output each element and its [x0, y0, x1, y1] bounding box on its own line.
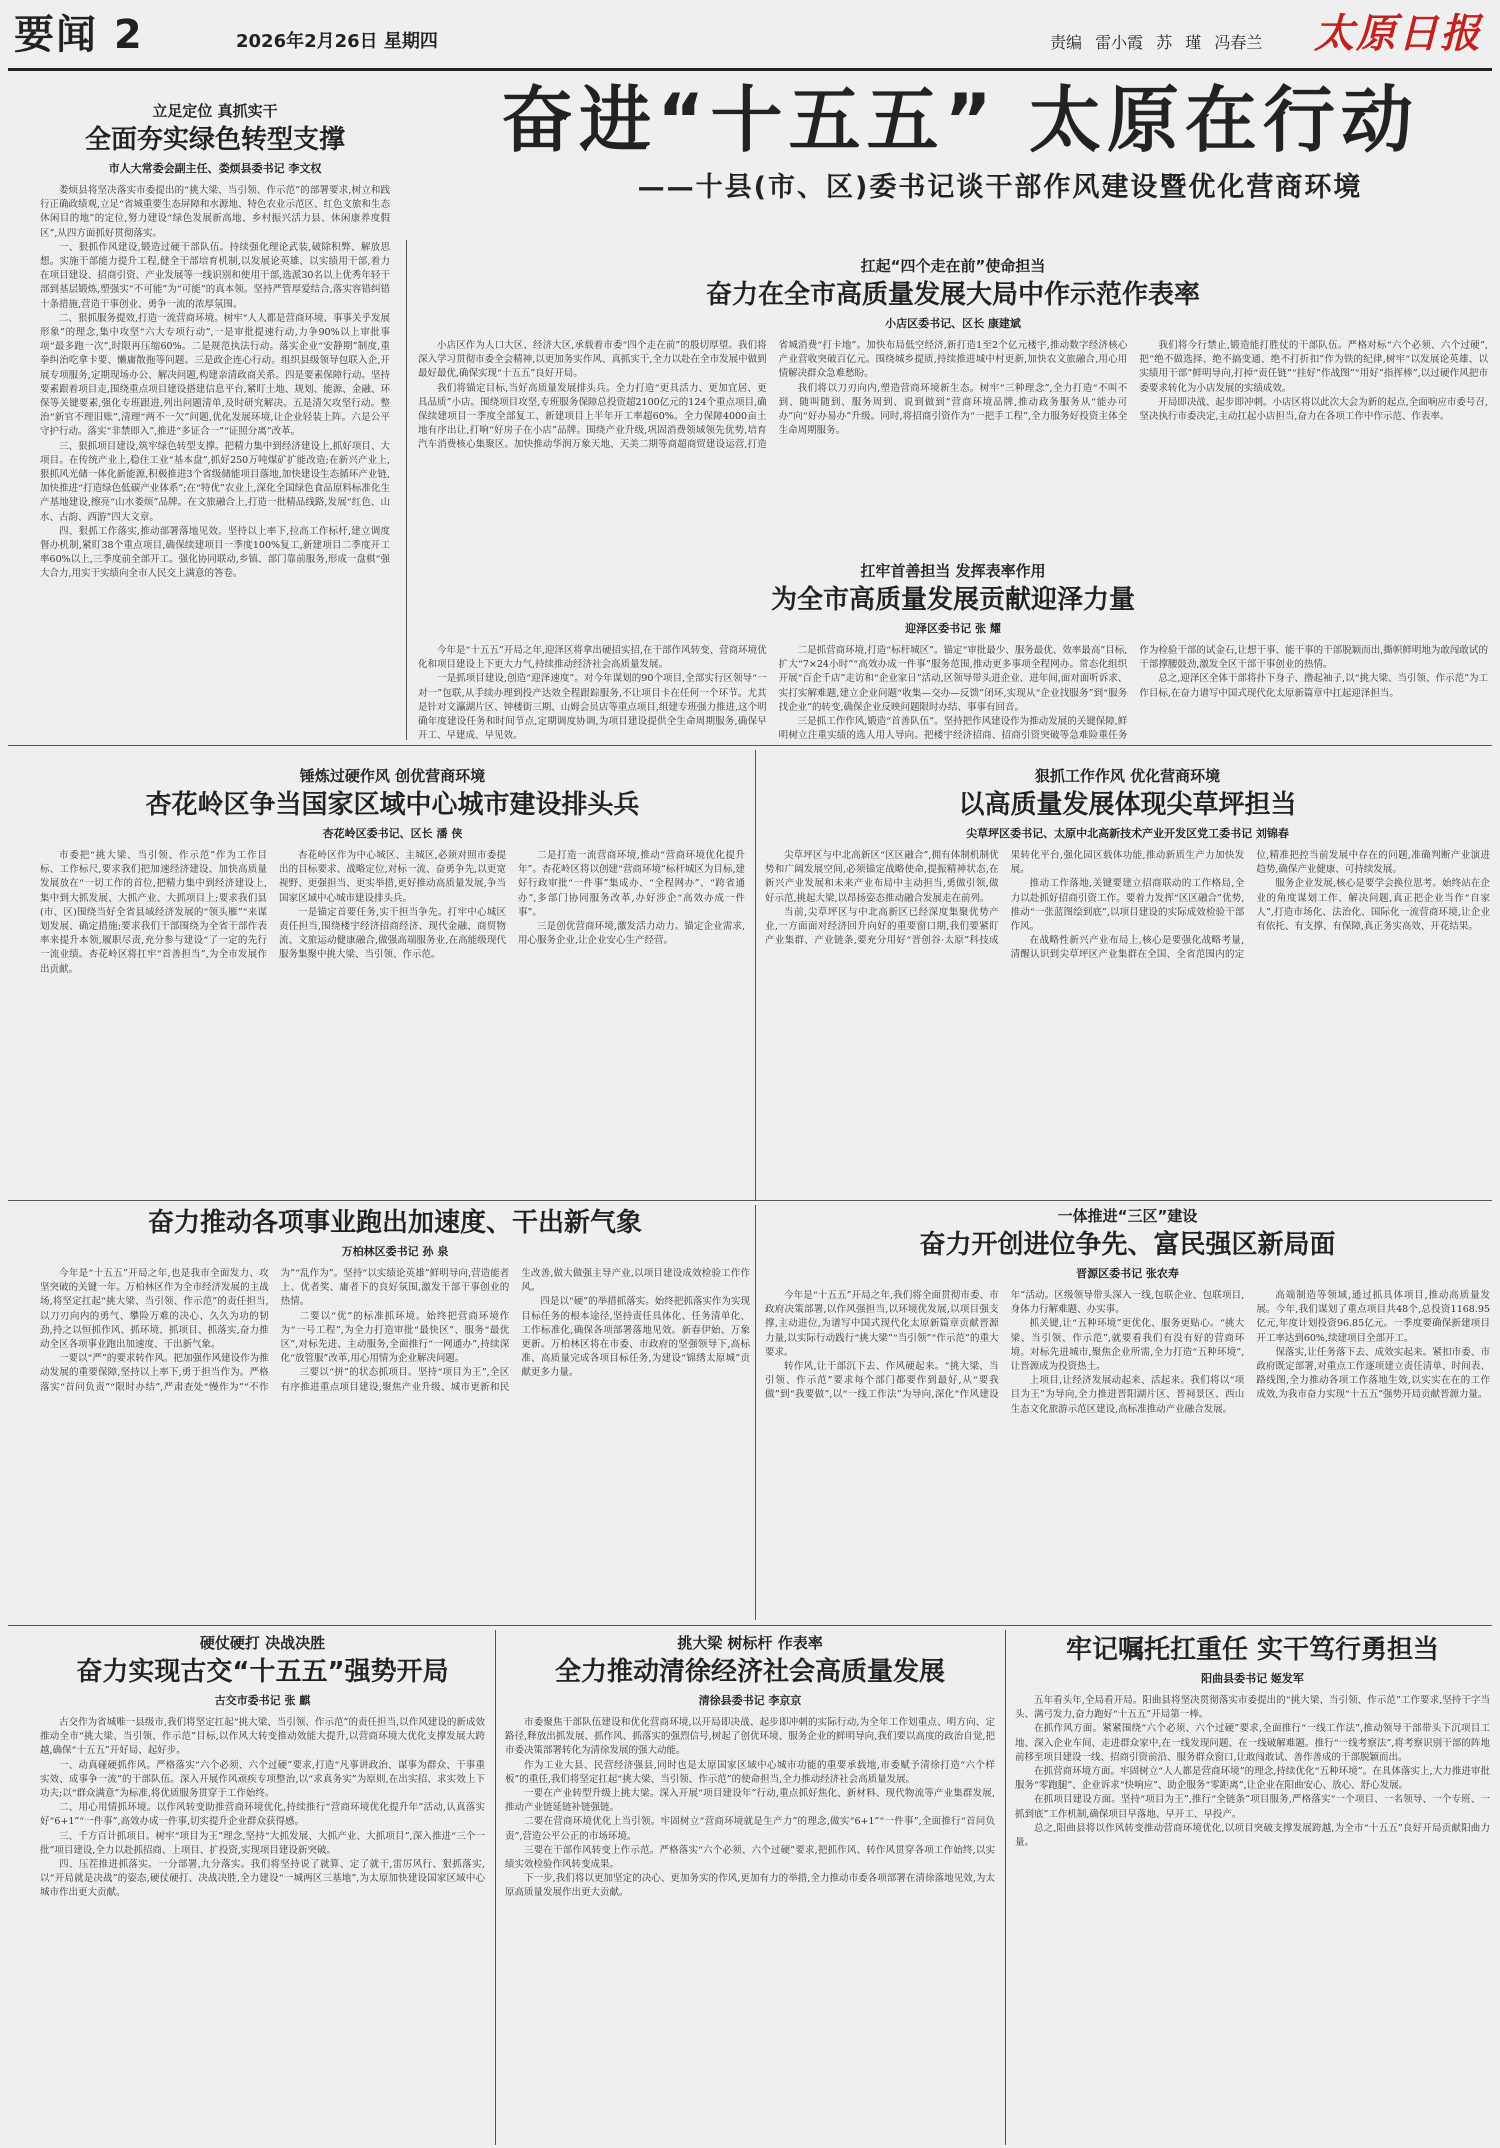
banner-title: 奋进“十五五” 太原在行动 — [501, 78, 1419, 162]
article-yingze — [418, 560, 1488, 740]
article-title: 为全市高质量发展贡献迎泽力量 — [770, 585, 1135, 615]
page-header — [0, 0, 1500, 70]
article-paragraph: 今年是“十五五”开局之年,也是我市全面发力、攻坚突破的关键一年。万柏林区作为全市经济发展的主战场,将坚定扛起“挑大梁、当引领、作示范”的责任担当,以刀刃向内的勇气、攀险万难的决心、久久为功的韧劲,持之以恒抓作风、抓环境、抓项目、抓落实,奋力推动全区各项事业跑出加速度、干出新气象。 — [40, 1268, 269, 1351]
article-paragraph: 三要以“拼”的状态抓项目。坚持“项目为王”,全区有序推进重点项目建设,聚焦产业升级、城市更新和民生改善,做大做强主导产业,以项目建设成效检验工作作风。 — [280, 1268, 750, 1393]
article-jinyuan — [765, 1205, 1490, 1620]
article-paragraph: 总之,阳曲县将以作风转变推动营商环境优化,以项目突破支撑发展跨越,为全市“十五五”良好开局贡献阳曲力量。 — [1015, 1822, 1490, 1849]
article-paragraph: 作为工业大县、民营经济强县,同时也是太原国家区域中心城市功能的重要承载地,市委赋予清徐打造“六个样板”的重任,我们将坚定扛起“挑大梁、当引领、作示范”的使命担当,全力推动经济社会高质量发展。 — [505, 1759, 995, 1785]
article-paragraph: 三、千方百计抓项目。树牢“项目为王”理念,坚持“大抓发展、大抓产业、大抓项目”,深入推进“三个一批”项目建设,全力以赴抓招商、上项目、扩投资,实现项目建设新突破。 — [40, 1830, 485, 1856]
article-paragraph: 二是抓营商环境,打造“标杆城区”。锚定“审批最少、服务最优、效率最高”目标,扩大“7×24小时”“高效办成一件事”服务范围,推动更多事项全程网办。常态化组织开展“百企千店”走访和“企业家日”活动,区领导带头进企业、进年间,面对面听诉求、实打实解难题,建立企业问题“收集—交办—反馈”闭环,实现从“企业找服务”到“服务找企业”的转变,确保企业反映问题限时办结、事事有回音。 — [778, 645, 1128, 713]
article-paragraph: 三是抓工作作风,锻造“首善队伍”。坚持把作风建设作为推动发展的关键保障,鲜明树立注重实绩的选人用人导向。把楼宇经济招商、招商引资突破等急难险重任务作为检验干部的试金石,让想干事、能干事的干部脱颖而出,撕帜鲜明地为敢闯敢试的干部撑腰鼓劲,激发全区干部干事创业的热情。 — [778, 645, 1488, 740]
article-paragraph: 二、狠抓服务提效,打造一流营商环境。树牢“人人都是营商环境、事事关乎发展形象”的理念,集中攻坚“六大专项行动”,一是审批提速行动,力争90%以上审批事项“最多跑一次”,时限再压缩60%。二是规范执法行动。落实企业“安静期”制度,重拳纠治吃拿卡要、懒庸散拖等问题。三是政企连心行动。组织县级领导包联入企,开展专项服务,定期现场办公、解决问题,构建亲清政商关系。四是要素保障行动。坚持要素跟着项目走,围绕重点项目建设搭建信息平台,紧盯土地、规划、能源、金融、环保等关键要素,强化专班跟进,列出问题清单,及时研究解决。五是清欠攻坚行动。整治“新官不理旧账”,清理“两不一欠”问题,优化发展环境,让企业轻装上阵。六是公平守护行动。落实“非禁即入”,推进“多证合一”“证照分离”改革。 — [40, 312, 390, 438]
article-paragraph: 二、用心用情抓环境。以作风转变助推营商环境优化,持续推行“营商环境优化提升年”活动,认真落实好“6+1”“一件事”,高效办成一件事,切实提升企业群众获得感。 — [40, 1802, 485, 1828]
article-paragraph: 我们将以刀刃向内,塑造营商环境新生态。树牢“三种理念”,全力打造“不叫不到、随叫随到、服务周到、说到做到”营商环境品牌,推动政务服务从“能办可办”向“好办易办”升级。同时,将招商引资作为“一把手工程”,全力服务好投资主体全生命周期服务。 — [778, 382, 1128, 437]
article-body — [40, 1267, 750, 1395]
header-rule — [8, 68, 1492, 71]
article-kicker: 硬仗硬打 决战决胜 — [199, 1634, 326, 1652]
article-paragraph: 开局即决战、起步即冲刺。小店区将以此次大会为新的起点,全面响应市委号召,坚决执行市委决定,主动扛起小店担当,奋力在各项工作中作示范、作表率。 — [1139, 396, 1488, 423]
article-paragraph: 尖草坪区与中北高新区“区区融合”,拥有体制机制优势和广阔发展空间,必须锚定战略使命,提振精神状态,在新兴产业发展和未来产业布局中主动担当,勇做引领,做好示范,挑起大梁,以昂扬姿态推动融合发展走在前列。 — [765, 850, 999, 904]
article-paragraph: 二是打造一流营商环境,推动“营商环境优化提升年”。杏花岭区将以创建“营商环境”标杆城区为目标,建好行政审批“一件事”集成办、“全程网办”、“跨省通办”,多部门协同服务改革,办好涉企“高效办成一件事”。 — [518, 850, 745, 918]
banner-subtitle: ——十县(市、区)委书记谈干部作风建设暨优化营商环境 — [637, 172, 1363, 203]
article-paragraph: 一、动真碰硬抓作风。严格落实“六个必须、六个过硬”要求,打造“凡事讲政治、谋事为群众、干事重实效、成事争一流”的干部队伍。深入开展作风顽疾专项整治,以“求真务实”为原则,在出实招、求实效上下功夫;以“群众满意”为标准,将优质服务贯穿于工作始终。 — [40, 1759, 485, 1800]
article-kicker: 狠抓工作作风 优化营商环境 — [1034, 767, 1221, 785]
article-kicker: 挑大梁 树标杆 作表率 — [677, 1634, 823, 1652]
article-kicker: 扛牢首善担当 发挥表率作用 — [860, 562, 1046, 580]
article-body — [40, 184, 390, 582]
article-paragraph: 四、压茬推进抓落实。一分部署,九分落实。我们将坚持说了就算、定了就干,雷厉风行、狠抓落实,以“开局就是决战”的姿态,硬仗硬打、决战决胜,全力建设“一城两区三基地”,为太原加快建设国家区域中心城市作出更大贡献。 — [40, 1859, 485, 1899]
article-qingxu — [505, 1632, 995, 2142]
article-xinghualing — [40, 765, 745, 1195]
article-kicker: 立足定位 真抓实干 — [152, 102, 278, 120]
issue-date: 2026年2月26日 星期四 — [236, 31, 438, 52]
article-paragraph: 一要以“严”的要求转作风。把加强作风建设作为推动发展的重要保障,坚持以上率下,勇于担当作为。严格落实“首问负责”“限时办结”,严肃查处“慢作为”“不作为”“乱作为”。坚持“以实绩论英雄”鲜明导向,营造能者上、优者奖、庸者下的良好氛围,激发干部干事创业的热情。 — [40, 1268, 510, 1393]
article-paragraph: 一是锚定首要任务,实干担当争先。打牢中心城区责任担当,围绕楼宇经济招商经济、现代金融、商贸物流、文旅运动健康融合,做强高端服务业,在高能级现代服务集聚中挑大梁、当引领、作示范。 — [279, 906, 506, 961]
article-paragraph: 下一步,我们将以更加坚定的决心、更加务实的作风,更加有力的举措,全力推动市委各项部署在清徐落地见效,为太原高质量发展作出更大贡献。 — [505, 1873, 995, 1899]
article-paragraph: 小店区作为人口大区、经济大区,承载着市委“四个走在前”的殷切厚望。我们将深入学习贯彻市委全会精神,以更加务实作风、真抓实干,全力以赴在全市发展中做到最好最优,确保实现“十五五”良好开局。 — [418, 340, 767, 380]
article-kicker: 锤炼过硬作风 创优营商环境 — [299, 767, 486, 785]
article-paragraph: 在抓项目建设方面。坚持“项目为王”,推行“全链条”项目服务,严格落实“一个项目、一名领导、一个专班、一抓到底”工作机制,确保项目早落地、早开工、早投产。 — [1015, 1794, 1490, 1820]
article-byline: 古交市委书记 张 麒 — [214, 1694, 311, 1707]
article-paragraph: 娄烦县将坚决落实市委提出的“挑大梁、当引领、作示范”的部署要求,树立和践行正确政绩观,立足“省城重要生态屏障和水源地、特色农业示范区、红色文旅和生态休闲目的地”的定位,努力建设“绿色发展新高地、乡村振兴活力县、休闲康养度假区”,从四方面抓好贯彻落实。 — [40, 185, 390, 239]
article-paragraph: 市委聚焦干部队伍建设和优化营商环境,以开局即决战、起步即冲刺的实际行动,为全年工作划重点、明方向、定路径,释放出抓发展、抓作风、抓落实的强烈信号,树起了创优环境、服务企业的鲜明导向,我们要以高度的政治自觉,把市委决策部署转化为清徐发展的强大动能。 — [505, 1717, 995, 1757]
article-kicker: 一体推进“三区”建设 — [1057, 1207, 1198, 1225]
article-gujiao — [40, 1632, 485, 2142]
article-paragraph: 总之,迎泽区全体干部将扑下身子、撸起袖子,以“挑大梁、当引领、作示范”为工作目标,在奋力谱写中国式现代化太原新篇章中扛起迎泽担当。 — [1139, 673, 1488, 699]
article-byline: 万柏林区委书记 孙 泉 — [341, 1245, 449, 1258]
article-body — [40, 1716, 485, 1901]
article-paragraph: 高端制造等领域,通过抓具体项目,推动高质量发展。今年,我们谋划了重点项目共48个,总投资1168.95亿元,年度计划投资96.85亿元。一季度要确保新建项目开工率达到60%,续建项目全部开工。 — [1256, 1290, 1490, 1344]
article-paragraph: 在抓营商环境方面。牢固树立“人人都是营商环境”的理念,持续优化“五种环境”。在具体落实上,大力推进审批服务“零跑腿”、企业诉求“快响应”、助企服务“零距离”,让企业在阳曲安心、放心、舒心发展。 — [1015, 1766, 1490, 1792]
article-paragraph: 古交作为省城唯一县级市,我们将坚定扛起“挑大梁、当引领、作示范”的责任担当,以作风建设的新成效推动全市“挑大梁、当引领、作示范”目标,以作风大转变推动效能大提升,以营商环境大优化支撑发展大跨越,确保“十五五”开好局、起好步。 — [40, 1717, 485, 1757]
article-paragraph: 一要在产业转型升级上挑大梁。深入开展“项目建设年”行动,重点抓好焦化、新材料、现代物流等产业集群发展,推动产业链延链补链强链。 — [505, 1788, 995, 1814]
article-paragraph: 服务企业发展,核心是要学会换位思考。始终站在企业的角度谋划工作、解决问题,真正把企业当作“自家人”,打造市场化、法治化、国际化一流营商环境,让企业有依托、有支撑、有保障,真正务实高效、开花结果。 — [1256, 878, 1490, 933]
article-paragraph: 杏花岭区作为中心城区、主城区,必须对照市委提出的目标要求、战略定位,对标一流、奋勇争先,以更宽视野、更强担当、更实举措,更好推动高质量发展,争当国家区域中心城市建设排头兵。 — [279, 850, 506, 904]
banner — [420, 72, 1500, 208]
article-kicker: 扛起“四个走在前”使命担当 — [860, 257, 1046, 275]
article-title: 奋力推动各项事业跑出加速度、干出新气象 — [147, 1208, 642, 1238]
article-paragraph: 当前,尖草坪区与中北高新区已经深度集聚优势产业,一方面面对经济回升向好的重要窗口期,我们要紧盯产业集群、产业链条,要充分用好“晋创谷·太原”科技成果转化平台,强化园区载体功能,推动新质生产力加快发展。 — [765, 850, 1245, 947]
article-body — [40, 849, 745, 977]
article-title: 以高质量发展体现尖草坪担当 — [958, 790, 1297, 820]
article-byline: 晋源区委书记 张农寿 — [1076, 1267, 1179, 1280]
article-paragraph: 四是以“硬”的举措抓落实。始终把抓落实作为实现目标任务的根本途径,坚持责任具体化、任务清单化、工作标准化,确保各项部署落地见效。新春伊始、万象更新。万柏林区将在市委、市政府的坚强领导下,高标准、高质量完成各项目标任务,为建设“锦绣太原城”贡献更多力量。 — [521, 1296, 750, 1379]
article-byline: 阳曲县委书记 姬发军 — [1201, 1672, 1304, 1685]
article-body — [505, 1716, 995, 1901]
editors-line: 责编 雷小霞 苏 瑾 冯春兰 — [1050, 33, 1263, 52]
article-byline: 市人大常委会副主任、娄烦县委书记 李文权 — [108, 162, 322, 175]
article-paragraph: 在战略性新兴产业布局上,核心是要强化战略考量,清醒认识到尖草坪区产业集群在全国、全省范围内的定位,精准把控当前发展中存在的问题,准确判断产业演进趋势,确保产业健康、可持续发展。 — [1010, 850, 1490, 961]
article-title: 牢记嘱托扛重任 实干笃行勇担当 — [1065, 1635, 1440, 1665]
article-paragraph: 我们将今行禁止,锻造能打胜仗的干部队伍。严格对标“六个必须、六个过硬”,把“绝不做选择、绝不搞变通、绝不打折扣”作为铁的纪律,树牢“以发展论英雄、以实绩用干部”鲜明导向,打掉“责任链”“挂好”作战图”“用好”指挥棒”,以过硬作风把市委要求转化为小店发展的实绩成效。 — [1139, 340, 1488, 394]
article-paragraph: 三要在干部作风转变上作示范。严格落实“六个必须、六个过硬”要求,把抓作风、转作风贯穿各项工作始终,以实绩实效检验作风转变成果。 — [505, 1844, 995, 1871]
article-paragraph: 一是抓项目建设,创造“迎泽速度”。对今年谋划的90个项目,全部实行区领导“一对一”包联,从手续办理到投产达效全程跟踪服务,不让项目卡在任何一个环节。尤其是针对文瀛湖片区、钟楼街三期、山姆会员店等重点项目,组建专班强力推进,这个明确年度建设任务和时间节点,定期调度协调,为项目建设提供全生命周期服务,确保早开工、早建成、早见效。 — [418, 673, 767, 740]
article-loufan — [40, 100, 390, 735]
article-paragraph: 在抓作风方面。紧紧围绕“六个必须、六个过硬”要求,全面推行“一线工作法”,推动领导干部带头下沉项目工地、深入企业车间、走进群众家中,在一线发现问题、在一线破解难题。推行“一线考察法”,将考察识别干部的阵地前移至项目建设一线、招商引资前沿、服务群众窗口,让敢闯敢试、善作善成的干部脱颖而出。 — [1015, 1723, 1490, 1763]
article-paragraph: 抓关键,让“五种环境”更优化、服务更贴心。“挑大梁、当引领、作示范”,就要看我们有没有好的营商环境。对标先进城市,聚焦企业所需,全力打造“五种环境”,让晋源成为投资热土。 — [1010, 1318, 1245, 1373]
article-yangqu — [1015, 1632, 1490, 2142]
article-title: 奋力开创进位争先、富民强区新局面 — [919, 1230, 1336, 1260]
article-wanbailin — [40, 1205, 750, 1620]
section-name: 要闻 2 — [14, 12, 144, 58]
article-paragraph: 转作风,让干部沉下去、作风硬起来。“挑大梁、当引领、作示范”要求每个部门都要作到最好,从“要我做”到“我要做”,以“一线工作法”为导向,深化“作风建设年”活动。区级领导带头深入一线,包联企业、包联项目,身体力行解难题、办实事。 — [765, 1290, 1245, 1401]
article-body — [765, 1289, 1490, 1417]
article-body — [765, 849, 1490, 963]
article-title: 奋力在全市高质量发展大局中作示范作表率 — [705, 280, 1200, 310]
article-byline: 清徐县委书记 李京京 — [698, 1694, 802, 1707]
article-paragraph: 三是创优营商环境,激发活力动力。锚定企业需求,用心服务企业,让企业安心生产经营。 — [518, 921, 745, 947]
article-byline: 尖草坪区委书记、太原中北高新技术产业开发区党工委书记 刘锦春 — [966, 827, 1289, 840]
article-paragraph: 四、狠抓工作落实,推动部署落地见效。坚持以上率下,拉高工作标杆,建立调度督办机制,紧盯38个重点项目,确保续建项目一季度100%复工,新建项目二季度开工率60%以上,三季度前全部开工。强化协同联动,乡镇、部门靠前服务,形成一盘棋“强大合力,用实干实绩向全市人民交上满意的答卷。 — [40, 525, 390, 580]
article-paragraph: 五年看头年,全局看开局。阳曲县将坚决贯彻落实市委提出的“挑大梁、当引领、作示范”工作要求,坚持干字当头、满弓发力,奋力跑好“十五五”开局第一棒。 — [1015, 1695, 1490, 1721]
article-byline: 小店区委书记、区长 康建斌 — [885, 317, 1021, 330]
article-paragraph: 市委把“挑大梁、当引领、作示范”作为工作目标、工作标尺,要求我们把加速经济建设、加快高质量发展放在“一切工作的首位,把精力集中到经济建设上,集中到大抓发展、大抓产业、大抓项目上;要求我们县(市、区)围绕当好全省县域经济发展的“领头雁”“来谋划发展、确定措施;要求我们干部围绕为全省干部作表率来提升本领,履职尽责,充分参与建设“了一定的先行一流业绩。杏花岭区将扛牢“首善担当”,为全市发展作出贡献。 — [40, 850, 267, 975]
article-paragraph: 今年是“十五五”开局之年,我们将全面贯彻市委、市政府决策部署,以作风强担当,以环境优发展,以项目强支撑,主动进位,为谱写中国式现代化太原新篇章贡献晋源力量,以实际行动践行“挑大梁”“当引领”“作示范”的重大要求。 — [765, 1290, 999, 1358]
masthead-logo: 太原日报 — [1314, 10, 1482, 57]
article-byline: 迎泽区委书记 张 耀 — [905, 622, 1001, 635]
article-title: 奋力实现古交“十五五”强势开局 — [76, 1657, 449, 1687]
article-body — [418, 644, 1488, 740]
article-title: 全面夯实绿色转型支撑 — [84, 125, 345, 155]
article-title: 全力推动清徐经济社会高质量发展 — [554, 1657, 945, 1687]
article-byline: 杏花岭区委书记、区长 潘 侠 — [322, 827, 463, 840]
article-body — [1015, 1694, 1490, 1850]
article-paragraph: 二要以“优”的标准抓环境。始终把营商环境作为“一号工程”,为全力打造审批“最快区”、服务“最优区”,对标先进、主动服务,全面推行“一网通办”,持续深化“放管服”改革,用心用情为企业解决问题。 — [280, 1310, 510, 1365]
article-paragraph: 我们将锚定目标,当好高质量发展排头兵。全力打造“更具活力、更加宜居、更具品质”小店。围绕项目攻坚,专班服务保障总投资超2100亿元的124个重点项目,确保续建项目一季度全部复工、新建项目上半年开工率超60%。全力保障4000亩土地有序出让,打响“好房子在小店”品牌。围绕产业升级,巩固消费领域领先优势,培育汽车消费核心集聚区。加快推动华润万象天地、天美二期等商超商贸建设运营,打造省城消费“打卡地”。加快布局低空经济,新打造1至2个亿元楼宇,推动数字经济核心产业营收突破百亿元。围绕城乡提质,持续推进城中村更新,加快农文旅融合,用心用情解决群众急难愁盼。 — [418, 340, 1128, 451]
article-paragraph: 上项目,让经济发展动起来、活起来。我们将以“项目为王”为导向,全力推进晋阳湖片区、晋祠景区、西山生态文化旅游示范区建设,高标准推动产业融合发展。 — [1010, 1375, 1245, 1415]
article-jiancaoping — [765, 765, 1490, 1195]
article-paragraph: 推动工作落地,关键要建立招商联动的工作格局,全力以赴抓好招商引资工作。要着力发挥“区区融合”优势,推动“一张蓝图绘到底”,以项目建设的实际成效检验干部作风。 — [1010, 878, 1245, 933]
article-xiaodian — [418, 255, 1488, 555]
article-paragraph: 一、狠抓作风建设,锻造过硬干部队伍。持续强化理论武装,破除积弊、解放思想。实施干部能力提升工程,健全干部培育机制,以发展论英雄、以实绩用干部,着力在项目建设、招商引资、产业发展等一线识别和使用干部,选派30名以上优秀年轻干部到基层锻炼,塑强实“不可能”为“可能”的真本领。坚持严管厚爱结合,落实容错纠错十条措施,营造干事创业、勇争一流的浓厚氛围。 — [40, 241, 390, 310]
article-paragraph: 今年是“十五五”开局之年,迎泽区将拿出硬招实招,在干部作风转变、营商环境优化和项目建设上下更大力气,持续推动经济社会高质量发展。 — [418, 645, 767, 671]
article-body — [418, 339, 1488, 453]
article-title: 杏花岭区争当国家区域中心城市建设排头兵 — [145, 790, 640, 820]
article-paragraph: 二要在营商环境优化上当引领。牢固树立“营商环境就是生产力”的理念,做实“6+1”“一件事”,全面推行“首问负责”,营造公平公正的市场环境。 — [505, 1816, 995, 1842]
article-paragraph: 保落实,让任务落下去、成效实起来。紧扣市委、市政府既定部署,对重点工作逐项建立责任清单、时间表、路线图,全力推动各项工作落地生效,以实实在在的工作成效,为我市奋力实现“十五五”强势开局贡献晋源力量。 — [1256, 1346, 1490, 1401]
article-paragraph: 三、狠抓项目建设,筑牢绿色转型支撑。把精力集中到经济建设上,抓好项目、大项目。在传统产业上,稳住工业“基本盘”,抓好250万吨煤矿扩能改造;在新兴产业上,狠抓风光储一体化新能源,积极推进3个省级储能项目落地,加快建设生态循环产业链,加快推进“打造绿色低碳产业体系”;在“特优”农业上,深化全国绿色食品原料标准化生产基地建设,擦亮“山水娄烦”品牌。在文旅融合上,打造一批精品线路,发展“红色、山水、古韵、西游”四大文章。 — [40, 440, 390, 523]
